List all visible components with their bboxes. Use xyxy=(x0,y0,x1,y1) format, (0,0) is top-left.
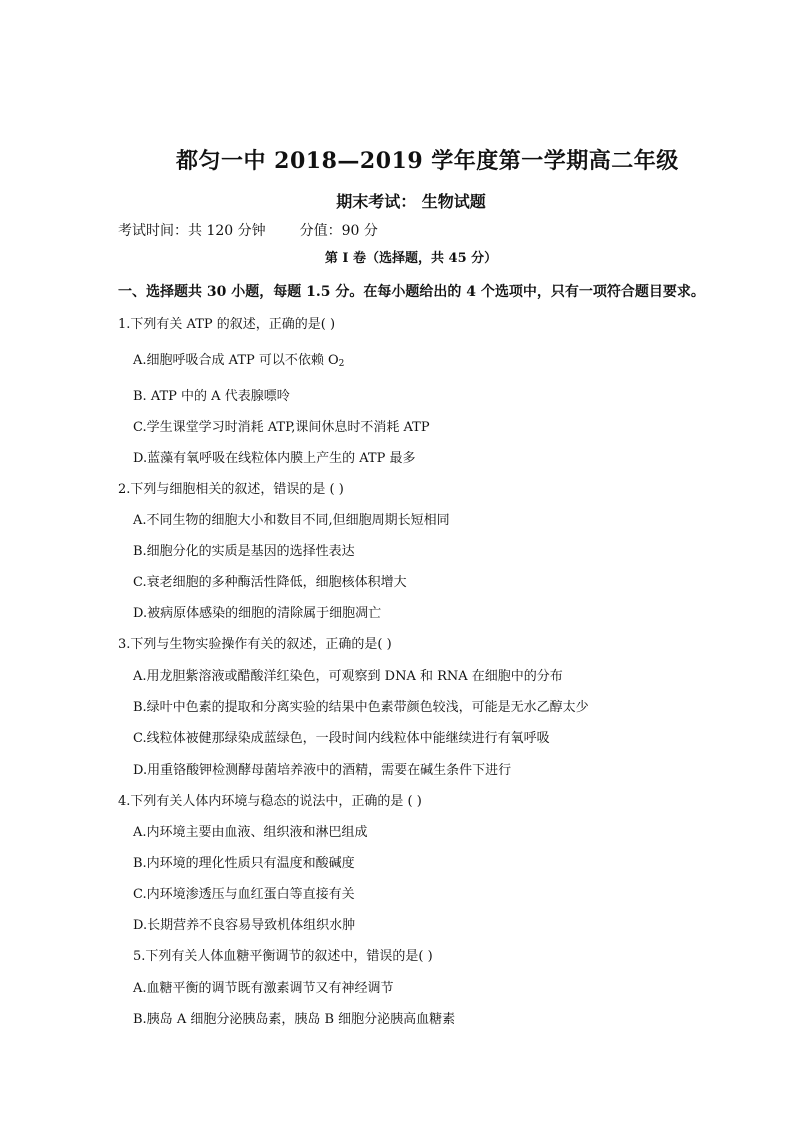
section-title: 第 I 卷（选择题，共 45 分） xyxy=(324,251,498,266)
subscript: 2 xyxy=(338,359,345,369)
question-stem: 2.下列与细胞相关的叙述，错误的是 ( ) xyxy=(118,482,344,497)
question-option: D.用重铬酸钾检测酵母菌培养液中的酒精，需要在碱生条件下进行 xyxy=(133,763,512,778)
exam-time: 考试时间：共 120 分钟 xyxy=(118,223,266,239)
option-text: A.细胞呼吸合成 ATP 可以不依赖 O xyxy=(133,353,339,368)
question-option: A.不同生物的细胞大小和数目不同,但细胞周期长短相同 xyxy=(133,513,450,528)
question-option: C.线粒体被健那绿染成蓝绿色，一段时间内线粒体中能继续进行有氧呼吸 xyxy=(133,731,550,746)
question-option: B. ATP 中的 A 代表腺嘌呤 xyxy=(133,389,290,404)
question-stem: 1.下列有关 ATP 的叙述，正确的是( ) xyxy=(118,317,336,332)
exam-meta xyxy=(118,220,378,240)
question-option xyxy=(133,349,344,369)
question-option: D.长期营养不良容易导致机体组织水肿 xyxy=(133,918,356,933)
exam-score: 分值：90 分 xyxy=(299,223,378,239)
question-option: B.细胞分化的实质是基因的选择性表达 xyxy=(133,544,355,559)
exam-title: 都匀一中 2018—2019 学年度第一学期高二年级 xyxy=(176,148,679,174)
instructions: 一、选择题共 30 小题，每题 1.5 分。在每小题给出的 4 个选项中，只有一项符合题目要求。 xyxy=(118,284,705,300)
question-option: A.内环境主要由血液、组织液和淋巴组成 xyxy=(133,825,368,840)
question-option: C.内环境渗透压与血红蛋白等直接有关 xyxy=(133,887,355,902)
question-option: C.衰老细胞的多种酶活性降低，细胞核体积增大 xyxy=(133,575,407,590)
question-stem: 3.下列与生物实验操作有关的叙述，正确的是( ) xyxy=(118,637,392,652)
question-option: B.绿叶中色素的提取和分离实验的结果中色素带颜色较浅，可能是无水乙醇太少 xyxy=(133,700,589,715)
question-option: B.内环境的理化性质只有温度和酸碱度 xyxy=(133,856,355,871)
question-stem: 5.下列有关人体血糖平衡调节的叙述中，错误的是( ) xyxy=(133,949,433,964)
question-option: A.血糖平衡的调节既有激素调节又有神经调节 xyxy=(133,981,394,996)
exam-subtitle: 期末考试： 生物试题 xyxy=(336,192,486,211)
question-option: D.被病原体感染的细胞的清除属于细胞凋亡 xyxy=(133,606,382,621)
question-option: A.用龙胆紫溶液或醋酸洋红染色，可观察到 DNA 和 RNA 在细胞中的分布 xyxy=(133,669,563,684)
question-option: D.蓝藻有氧呼吸在线粒体内膜上产生的 ATP 最多 xyxy=(133,451,416,466)
question-option: B.胰岛 A 细胞分泌胰岛素，胰岛 B 细胞分泌胰高血糖素 xyxy=(133,1012,456,1027)
question-stem: 4.下列有关人体内环境与稳态的说法中，正确的是 ( ) xyxy=(118,794,422,809)
question-option: C.学生课堂学习时消耗 ATP,课间休息时不消耗 ATP xyxy=(133,420,430,435)
